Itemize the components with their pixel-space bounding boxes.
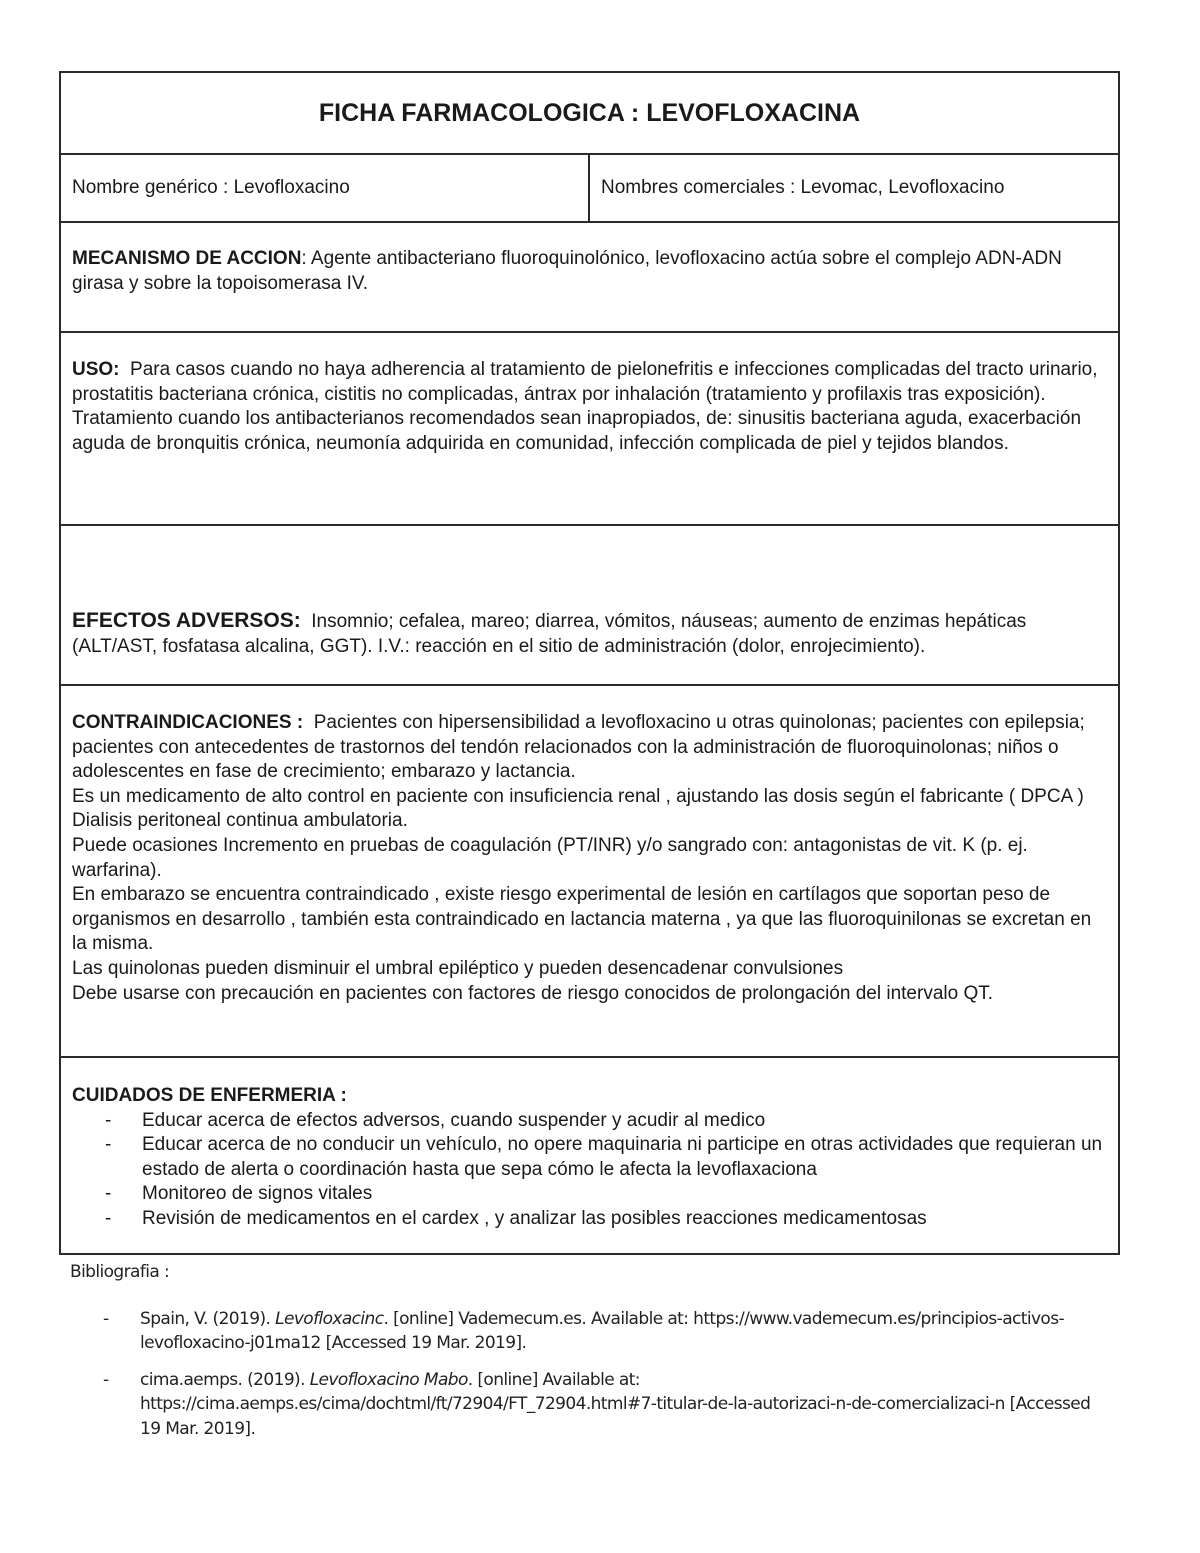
mechanism-label: MECANISMO DE ACCION [72,248,302,269]
contraindications-paragraph: Pacientes con hipersensibilidad a levofloxacino u otras quinolonas; pacientes con epilepsia; pacientes con antecedentes de trastornos del tendón relacionados con la administración de fluoroquinolonas; niños o adolescentes en fase de crecimiento; embarazo y lactancia. [72,712,1091,783]
drug-sheet [59,71,1118,1255]
mechanism-text: : Agente antibacteriano fluoroquinolónico, levofloxacino actúa sobre el complejo ADN-ADN girasa y sobre la topoisomerasa IV. [72,248,1062,294]
adverse-effects-label: EFECTOS ADVERSOS: [72,609,301,632]
use-paragraph: Para casos cuando no haya adherencia al tratamiento de pielonefritis e infecciones complicadas del tracto urinario, prostatitis bacteriana crónica, cistitis no complicadas, ántrax por inhalación (tratamiento y profilaxis tras exposición). [72,359,1103,405]
ref-text: cima.aemps. (2019). [140,1369,310,1390]
adverse-effects-text: Insomnio; cefalea, mareo; diarrea, vómitos, náuseas; aumento de enzimas hepáticas (ALT/AST, fosfatasa alcalina, GGT). I.V.: reacción en el sitio de administración (dolor, enrojecimiento). [72,611,1032,657]
dash-bullet: - [103,1308,109,1329]
ref-title: Levofloxacinc [275,1308,384,1329]
mechanism-section [60,222,1119,332]
list-item-text: Educar acerca de efectos adversos, cuando suspender y acudir al medico [142,1109,766,1131]
list-item [72,1133,1107,1182]
dash-bullet: - [105,1109,112,1131]
contraindications-paragraph: En embarazo se encuentra contraindicado , existe riesgo experimental de lesión en cartílagos que soportan peso de organismos en desarrollo , también esta contraindicado en lactancia materna , ya que las fluoroquinilonas se excretan en la misma. [72,884,1092,955]
bibliography [70,1260,1110,1453]
drug-table [59,71,1120,1255]
ref-title: Levofloxacino Mabo [309,1369,468,1390]
contraindications-paragraph: Puede ocasiones Incremento en pruebas de coagulación (PT/INR) y/o sangrado con: antagonistas de vit. K (p. ej. warfarina). [72,834,1028,881]
use-paragraph: Tratamiento cuando los antibacterianos recomendados sean inapropiados, de: sinusitis bacteriana aguda, exacerbación aguda de bronquitis crónica, neumonía adquirida en comunidad, infección complicada de piel y tejidos blandos. [72,408,1082,454]
ref-text: . [online] Vademecum.es. Available at: https://www.vademecum.es/principios-activos-levofloxacino-j01ma12 [Accessed 19 Mar. 2019]. [140,1308,1064,1353]
list-item-text: Revisión de medicamentos en el cardex , y analizar las posibles reacciones medicamentosas [142,1207,927,1229]
commercial-names: Nombres comerciales : Levomac, Levofloxacino [589,154,1119,222]
bibliography-title: Bibliografia : [70,1262,170,1282]
dash-bullet: - [103,1369,109,1390]
list-item-text: Educar acerca de no conducir un vehículo, no opere maquinaria ni participe en otras actividades que requieran un estado de alerta o coordinación hasta que sepa cómo le afecta la levoflaxaciona [142,1134,1103,1180]
list-item-text: Monitoreo de signos vitales [142,1183,373,1205]
bibliography-item [70,1307,1110,1356]
nursing-care-label: CUIDADOS DE ENFERMERIA : [72,1085,347,1106]
contraindications-section [60,685,1119,1057]
nursing-care-section [60,1057,1119,1254]
contraindications-label: CONTRAINDICACIONES : [72,712,304,733]
contraindications-paragraph: Debe usarse con precaución en pacientes con factores de riesgo conocidos de prolongación del intervalo QT. [72,982,994,1004]
generic-name: Nombre genérico : Levofloxacino [60,154,589,222]
list-item [72,1207,1107,1232]
adverse-effects-section [60,525,1119,685]
contraindications-paragraph: Las quinolonas pueden disminuir el umbral epiléptico y pueden desencadenar convulsiones [72,957,844,979]
list-item [72,1182,1107,1207]
contraindications-paragraph: Es un medicamento de alto control en paciente con insuficiencia renal , ajustando las dosis según el fabricante ( DPCA ) Dialisis peritoneal continua ambulatoria. [72,785,1084,832]
dash-bullet: - [105,1207,112,1229]
nursing-care-list [72,1109,1107,1232]
bibliography-item [70,1368,1110,1442]
use-label: USO: [72,359,120,380]
sheet-title: FICHA FARMACOLOGICA : LEVOFLOXACINA [60,72,1119,154]
ref-text: . [online] Available at: https://cima.aemps.es/cima/dochtml/ft/72904/FT_72904.html#7-titular-de-la-autorizaci-n-de-comercializaci-n [Accessed 19 Mar. 2019]. [140,1369,1091,1439]
dash-bullet: - [105,1134,112,1156]
dash-bullet: - [105,1183,112,1205]
use-section [60,332,1119,525]
bibliography-list [70,1307,1110,1442]
ref-text: Spain, V. (2019). [140,1308,276,1329]
list-item [72,1109,1107,1134]
